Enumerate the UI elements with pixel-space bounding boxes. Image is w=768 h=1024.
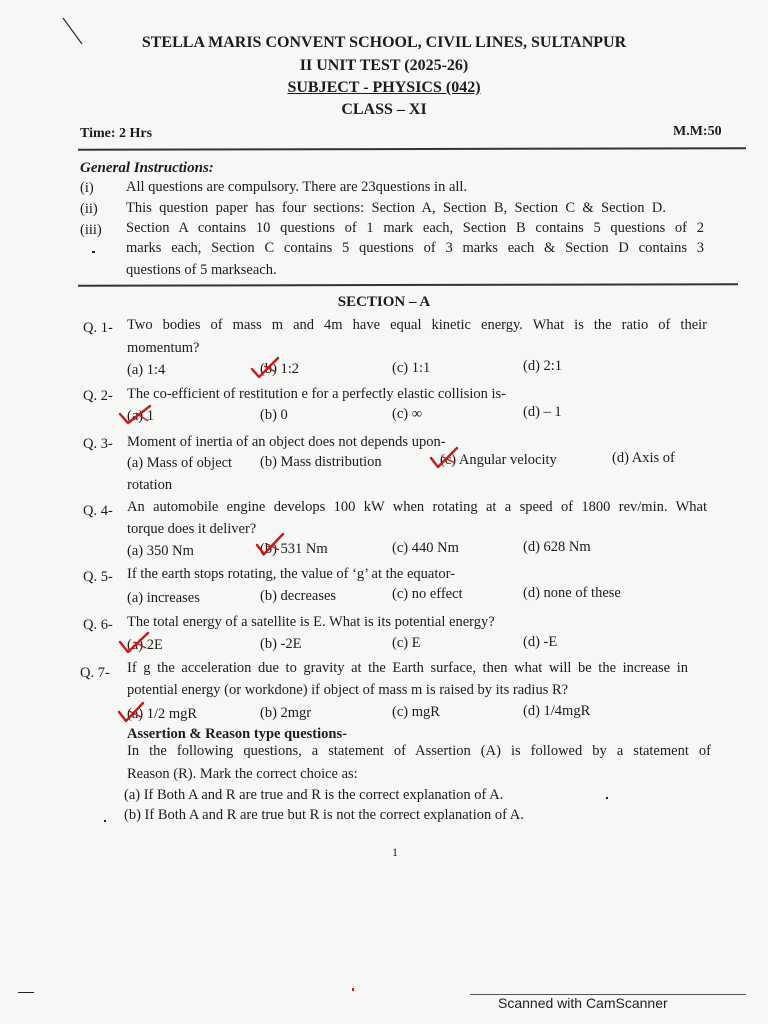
assertion-intro: Reason (R). Mark the correct choice as: xyxy=(127,766,358,782)
option-d: (d) Axis of xyxy=(612,450,675,466)
instruction-line: questions of 5 markseach. xyxy=(126,262,277,278)
option-c: (c) no effect xyxy=(392,586,463,602)
assertion-title: Assertion & Reason type questions- xyxy=(127,726,347,742)
option-b: (b) 0 xyxy=(260,407,288,423)
option-a: (a) 1/2 mgR xyxy=(127,706,198,722)
question-number: Q. 2- xyxy=(83,388,113,404)
option-d: (d) -E xyxy=(523,634,558,650)
question-text: momentum? xyxy=(127,340,200,356)
option-b: (b) 2mgr xyxy=(260,705,312,721)
option-c: (c) E xyxy=(392,635,421,651)
scan-speck xyxy=(18,992,34,993)
instruction-line: All questions are compulsory. There are 23questions in all. xyxy=(126,179,468,195)
question-number: Q. 3- xyxy=(83,436,113,452)
question-number: Q. 5- xyxy=(83,569,113,585)
school-name: STELLA MARIS CONVENT SCHOOL, CIVIL LINES, SULTANPUR xyxy=(141,34,627,51)
option-b: (b) decreases xyxy=(260,588,337,604)
question-text: potential energy (or workdone) if object of mass m is raised by its radius R? xyxy=(127,682,569,698)
option-d: (d) 1/4mgR xyxy=(523,703,591,719)
question-text: Two bodies of mass m and 4m have equal kinetic energy. What is the ratio of their xyxy=(127,317,707,333)
instruction-num: (i) xyxy=(80,180,94,196)
instruction-line: marks each, Section C contains 5 questions of 3 marks each & Section D contains 3 xyxy=(126,240,704,256)
assertion-choice-a: (a) If Both A and R are true and R is the correct explanation of A. xyxy=(124,787,504,803)
check-mark-icon xyxy=(250,356,292,385)
scan-speck xyxy=(606,797,608,799)
option-a: (a) increases xyxy=(127,590,200,606)
check-mark-icon xyxy=(255,532,297,563)
question-text: An automobile engine develops 100 kW when rotating at a speed of 1800 rev/min. What xyxy=(127,499,707,515)
option-b: (b) 1:2 xyxy=(260,361,300,377)
check-mark-icon xyxy=(118,403,160,432)
instructions-title: General Instructions: xyxy=(80,160,214,176)
question-text: If g the acceleration due to gravity at the Earth surface, then what will be the increase in xyxy=(127,660,688,676)
question-number: Q. 6- xyxy=(83,617,113,633)
assertion-choice-b: (b) If Both A and R are true but R is not the correct explanation of A. xyxy=(124,807,524,823)
option-b: (b) 531 Nm xyxy=(260,541,328,557)
section-title: SECTION – A xyxy=(337,294,431,310)
check-mark-icon xyxy=(117,700,159,731)
instruction-line: Section A contains 10 questions of 1 mark each, Section B contains 5 questions of 2 xyxy=(126,220,704,236)
option-d: (d) 2:1 xyxy=(523,358,563,374)
instructions-rule xyxy=(78,283,738,286)
option-a: (a) 1:4 xyxy=(127,362,166,378)
option-d: (d) 628 Nm xyxy=(523,539,591,555)
subject-title: SUBJECT - PHYSICS (042) xyxy=(287,79,481,96)
class-title: CLASS – XI xyxy=(341,101,427,118)
option-c: (c) Angular velocity xyxy=(440,452,557,468)
instruction-num: (ii) xyxy=(80,201,98,217)
option-b: (b) Mass distribution xyxy=(260,454,382,470)
option-a: (a) Mass of object xyxy=(127,455,233,471)
option-a: (a) 350 Nm xyxy=(127,543,194,559)
option-d: (d) – 1 xyxy=(523,404,562,420)
option-a: (a) 2E xyxy=(127,637,163,653)
instruction-num: (iii) xyxy=(80,222,102,238)
max-marks: M.M:50 xyxy=(673,124,722,139)
check-mark-icon xyxy=(429,445,471,476)
option-d: (d) none of these xyxy=(523,585,621,601)
question-number: Q. 4- xyxy=(83,503,113,519)
option-c: (c) mgR xyxy=(392,704,440,720)
question-text: The total energy of a satellite is E. What is its potential energy? xyxy=(127,614,495,630)
option-c: (c) ∞ xyxy=(392,406,423,422)
scan-speck xyxy=(104,820,106,822)
question-number: Q. 7- xyxy=(80,665,110,681)
option-a: (a) 1 xyxy=(127,408,154,424)
scan-speck xyxy=(352,988,354,991)
question-number: Q. 1- xyxy=(83,320,113,336)
scanner-watermark: Scanned with CamScanner xyxy=(498,995,668,1011)
exam-title: II UNIT TEST (2025-26) xyxy=(299,57,469,74)
question-text: If the earth stops rotating, the value of ‘g’ at the equator- xyxy=(127,566,455,582)
question-text: torque does it deliver? xyxy=(127,521,257,537)
instruction-line: This question paper has four sections: Section A, Section B, Section C & Section D. xyxy=(126,200,666,216)
scan-speck xyxy=(92,251,95,253)
page-number: 1 xyxy=(392,845,398,859)
question-text: Moment of inertia of an object does not depends upon- xyxy=(127,434,446,450)
time-label: Time: 2 Hrs xyxy=(80,126,153,141)
option-c: (c) 440 Nm xyxy=(392,540,459,556)
check-mark-icon xyxy=(118,630,160,661)
option-b: (b) -2E xyxy=(260,636,302,652)
header-rule xyxy=(78,147,746,150)
question-text: The co-efficient of restitution e for a perfectly elastic collision is- xyxy=(127,386,507,402)
assertion-intro: In the following questions, a statement of Assertion (A) is followed by a statement of xyxy=(127,743,711,759)
option-c: (c) 1:1 xyxy=(392,360,431,376)
option-d-continued: rotation xyxy=(127,477,173,493)
